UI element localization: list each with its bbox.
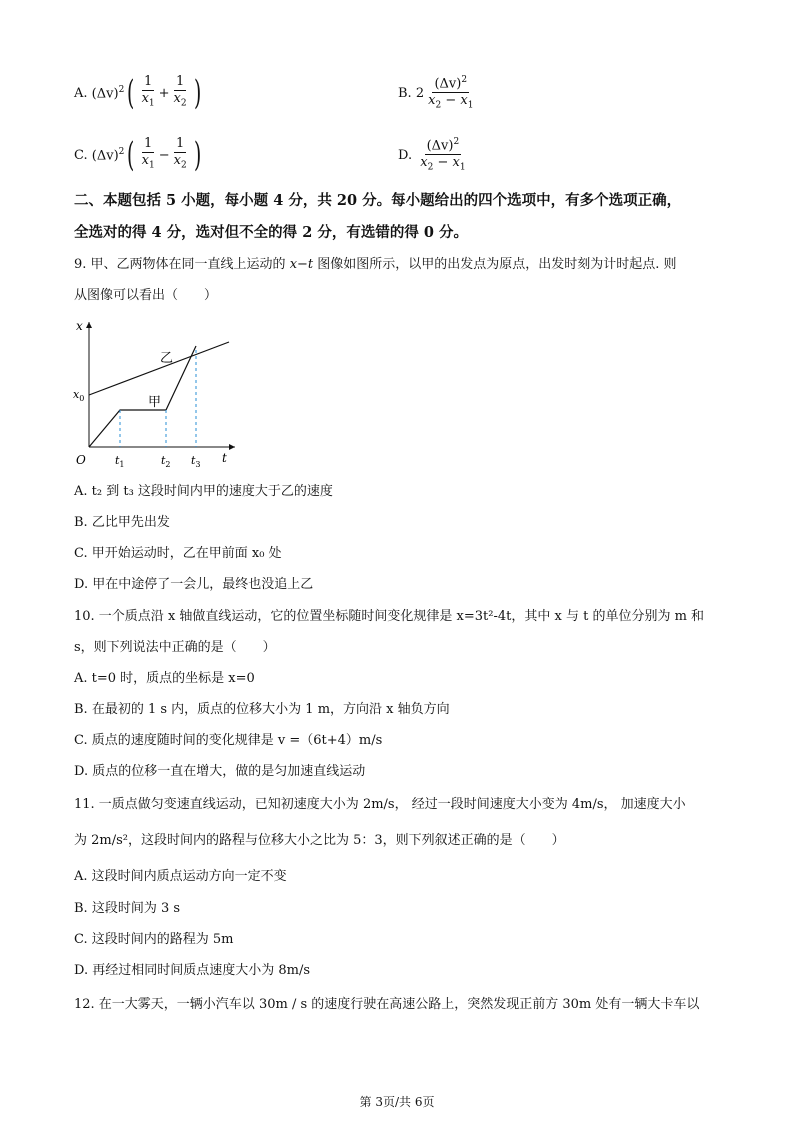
option-b	[398, 72, 477, 114]
q10-option-c: C. 质点的速度随时间的变化规律是 v =（6t+4）m/s	[74, 733, 383, 748]
q11-stem-line2: 为 2m/s²，这段时间内的路程与位移大小之比为 5：3，则下列叙述正确的是（ ）	[74, 833, 565, 848]
operator: +	[158, 85, 170, 101]
fraction: $\frac{(\Delta v)^2}{x_2 - x_1}$	[418, 134, 467, 176]
tick-t1: $t_1$	[115, 454, 125, 468]
paren-close: )	[193, 73, 201, 113]
coefficient: 2	[415, 85, 425, 101]
option-c-label: C.	[74, 147, 88, 163]
q11-option-d: D. 再经过相同时间质点速度大小为 8m/s	[74, 963, 311, 978]
q11-stem-line1: 11. 一质点做匀变速直线运动，已知初速度大小为 2m/s， 经过一段时间速度大小变为 4m/s， 加速度大小	[74, 797, 686, 812]
q9-option-a: A. t₂ 到 t₃ 这段时间内甲的速度大于乙的速度	[74, 484, 333, 499]
q9-xt-graph	[70, 316, 240, 468]
option-d-label: D.	[398, 147, 413, 163]
option-b-label: B.	[398, 85, 412, 101]
q10-stem-line2: s，则下列说法中正确的是（ ）	[74, 640, 276, 655]
q10-option-a: A. t=0 时，质点的坐标是 x=0	[74, 671, 255, 686]
option-a	[74, 72, 204, 114]
option-a-label: A.	[74, 85, 88, 101]
paren-open: (	[127, 73, 135, 113]
q9-option-c: C. 甲开始运动时，乙在甲前面 x₀ 处	[74, 546, 282, 561]
q12-stem-line1: 12. 在一大雾天，一辆小汽车以 30m / s 的速度行驶在高速公路上，突然发现正前方 30m 处有一辆大卡车以	[74, 997, 700, 1012]
fraction: $\frac{1}{x_1}$	[141, 136, 155, 171]
label-yi: 乙	[160, 351, 174, 366]
q9-stem-line1: 9. 甲、乙两物体在同一直线上运动的 x−t 图像如图所示，以甲的出发点为原点，出发时刻为计时起点. 则	[74, 257, 677, 272]
q10-option-b: B. 在最初的 1 s 内，质点的位移大小为 1 m，方向沿 x 轴负方向	[74, 702, 450, 717]
y-tick-x0: $x_0$	[73, 388, 85, 403]
section-heading-line2: 全选对的得 4 分，选对但不全的得 2 分，有选错的得 0 分。	[74, 224, 469, 241]
fraction: $\frac{1}{x_2}$	[173, 136, 187, 171]
x-axis-label: t	[222, 451, 227, 465]
fraction: $\frac{(\Delta v)^2}{x_2 - x_1}$	[426, 72, 475, 114]
label-jia: 甲	[148, 395, 162, 410]
q11-option-a: A. 这段时间内质点运动方向一定不变	[74, 869, 287, 884]
q9-stem-line2: 从图像可以看出（ ）	[74, 288, 218, 303]
option-c-prefix: $(\Delta v)^2$	[91, 146, 125, 164]
q10-stem-line1: 10. 一个质点沿 x 轴做直线运动，它的位置坐标随时间变化规律是 x=3t²-4t，其中 x 与 t 的单位分别为 m 和	[74, 609, 705, 624]
section-heading-line1: 二、本题包括 5 小题，每小题 4 分，共 20 分。每小题给出的四个选项中，有多个选项正确，	[74, 192, 682, 209]
origin-label: O	[76, 453, 86, 467]
fraction: $\frac{1}{x_1}$	[141, 74, 155, 109]
page-footer: 第 3页/共 6页	[359, 1095, 435, 1109]
q11-option-c: C. 这段时间内的路程为 5m	[74, 932, 234, 947]
y-axis-label: x	[76, 319, 83, 333]
line-yi	[89, 342, 229, 395]
paren-open: (	[127, 135, 135, 175]
fraction: $\frac{1}{x_2}$	[173, 74, 187, 109]
q9-option-b: B. 乙比甲先出发	[74, 515, 170, 530]
operator: −	[158, 147, 170, 163]
option-d	[398, 134, 470, 176]
q11-option-b: B. 这段时间为 3 s	[74, 901, 181, 916]
option-a-prefix: $(\Delta v)^2$	[91, 84, 125, 102]
q9-option-d: D. 甲在中途停了一会儿，最终也没追上乙	[74, 577, 314, 592]
tick-t2: $t_2$	[161, 454, 171, 468]
paren-close: )	[193, 135, 201, 175]
q10-option-d: D. 质点的位移一直在增大，做的是匀加速直线运动	[74, 764, 366, 779]
option-c	[74, 134, 204, 176]
tick-t3: $t_3$	[191, 454, 201, 468]
